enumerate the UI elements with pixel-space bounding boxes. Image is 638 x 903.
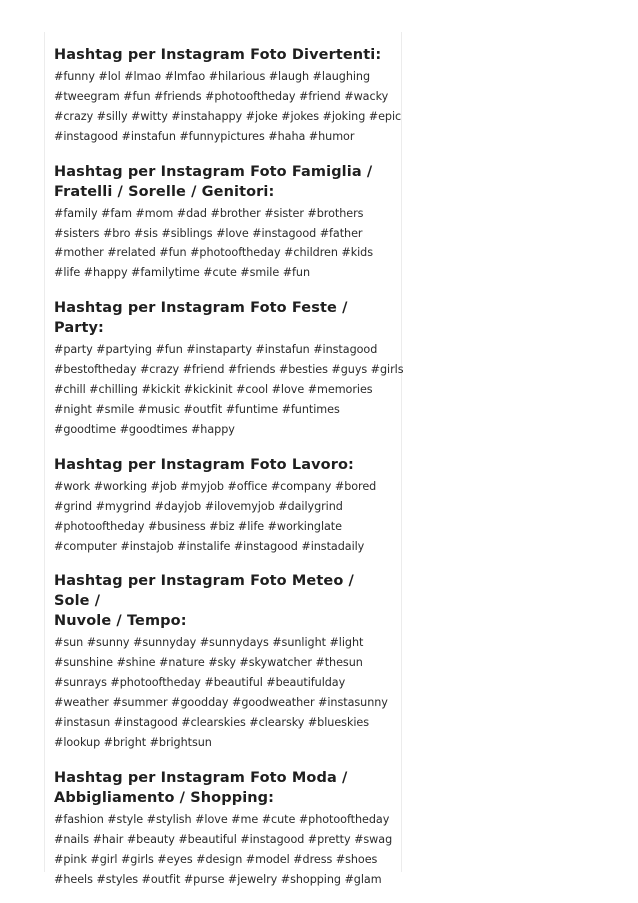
hashtag-section-divertenti xyxy=(54,45,402,147)
section-title xyxy=(54,768,394,808)
section-title xyxy=(54,162,394,202)
section-title-line: Hashtag per Instagram Foto Meteo / Sole / xyxy=(54,573,354,610)
section-title xyxy=(54,45,394,65)
hashtag-line: #pink #girl #girls #eyes #design #model #dress #shoes xyxy=(54,852,378,866)
hashtag-line: #night #smile #music #outfit #funtime #funtimes xyxy=(54,402,340,416)
hashtag-line: #goodtime #goodtimes #happy xyxy=(54,422,235,436)
hashtag-line: #crazy #silly #witty #instahappy #joke #jokes #joking #epic xyxy=(54,109,402,123)
section-title-line: Hashtag per Instagram Foto Feste / Party: xyxy=(54,300,348,337)
text-column xyxy=(44,32,404,886)
hashtag-line: #tweegram #fun #friends #photooftheday #friend #wacky xyxy=(54,89,389,103)
hashtag-list xyxy=(45,32,404,889)
hashtag-line: #funny #lol #lmao #lmfao #hilarious #laugh #laughing xyxy=(54,70,371,83)
hashtag-line: #computer #instajob #instalife #instagood #instadaily xyxy=(54,539,365,553)
hashtag-line: #grind #mygrind #dayjob #ilovemyjob #dailygrind xyxy=(54,499,343,513)
hashtag-line: #life #happy #familytime #cute #smile #fun xyxy=(54,266,310,280)
section-title-line: Abbigliamento / Shopping: xyxy=(54,789,275,806)
hashtag-line: #mother #related #fun #photooftheday #children #kids xyxy=(54,246,374,260)
hashtag-section-lavoro xyxy=(54,455,394,557)
hashtag-line: #sisters #bro #sis #siblings #love #instagood #father xyxy=(54,226,363,240)
hashtag-line: #work #working #job #myjob #office #company #bored xyxy=(54,479,377,493)
hashtag-line: #fashion #style #stylish #love #me #cute #photooftheday xyxy=(54,812,390,826)
section-title-line: Nuvole / Tempo: xyxy=(54,613,187,630)
section-title xyxy=(54,571,394,631)
section-title xyxy=(54,298,394,338)
hashtag-section-moda xyxy=(54,768,394,890)
hashtag-line: #photooftheday #business #biz #life #workinglate xyxy=(54,519,342,533)
hashtag-line: #weather #summer #goodday #goodweather #instasunny xyxy=(54,696,388,710)
hashtag-line: #party #partying #fun #instaparty #instafun #instagood xyxy=(54,343,378,357)
section-title xyxy=(54,455,394,475)
hashtag-line: #chill #chilling #kickit #kickinit #cool #love #memories xyxy=(54,383,373,397)
hashtag-line: #bestoftheday #crazy #friend #friends #besties #guys #girls xyxy=(54,363,404,377)
hashtag-section-feste xyxy=(54,298,404,440)
hashtag-section-meteo xyxy=(54,571,394,752)
section-title-line: Hashtag per Instagram Foto Moda / xyxy=(54,769,348,786)
hashtag-line: #sunrays #photooftheday #beautiful #beautifulday xyxy=(54,676,346,690)
hashtag-section-famiglia xyxy=(54,162,394,284)
hashtag-line: #heels #styles #outfit #purse #jewelry #shopping #glam xyxy=(54,872,382,886)
hashtag-line: #instagood #instafun #funnypictures #haha #humor xyxy=(54,129,355,143)
section-title-line: Hashtag per Instagram Foto Divertenti: xyxy=(54,47,382,63)
hashtag-line: #sun #sunny #sunnyday #sunnydays #sunlight #light xyxy=(54,636,364,650)
hashtag-line: #family #fam #mom #dad #brother #sister #brothers xyxy=(54,206,364,220)
section-title-line: Fratelli / Sorelle / Genitori: xyxy=(54,183,275,200)
section-title-line: Hashtag per Instagram Foto Lavoro: xyxy=(54,456,354,473)
hashtag-line: #lookup #bright #brightsun xyxy=(54,735,212,749)
hashtag-line: #sunshine #shine #nature #sky #skywatcher #thesun xyxy=(54,656,363,670)
section-title-line: Hashtag per Instagram Foto Famiglia / xyxy=(54,163,373,180)
hashtag-line: #instasun #instagood #clearskies #clearsky #blueskies xyxy=(54,716,370,730)
hashtag-line: #nails #hair #beauty #beautiful #instagood #pretty #swag xyxy=(54,832,393,846)
